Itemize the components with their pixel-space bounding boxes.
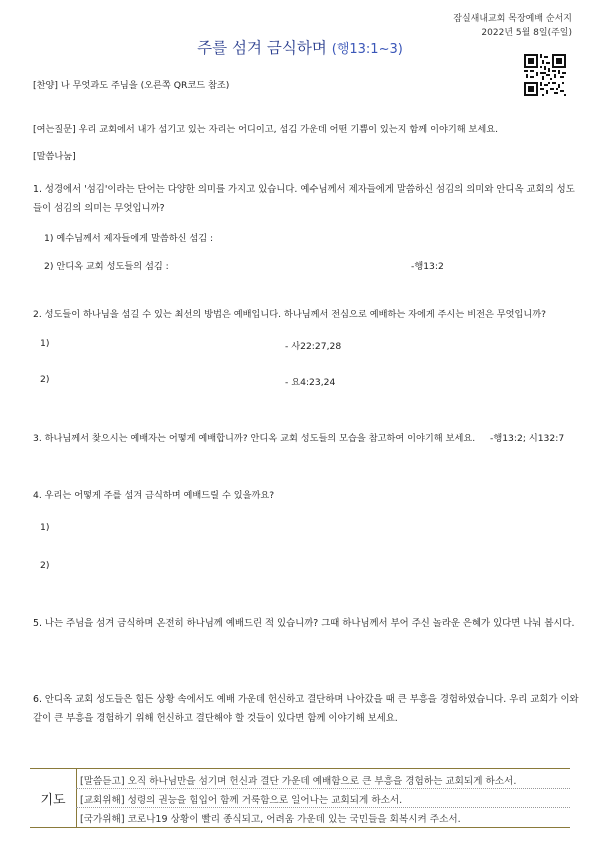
question-1-item-2: 2) 안디옥 교회 성도들의 섬김 : <box>44 261 169 272</box>
question-3-reference: -행13:2; 시132:7 <box>490 433 565 444</box>
title-main: 주를 섬겨 금식하며 <box>197 39 327 57</box>
prayer-divider <box>76 807 570 808</box>
prayer-box <box>30 768 570 828</box>
sharing-heading: [말씀나눔] <box>33 151 76 162</box>
question-1: 1. 성경에서 '섬김'이라는 단어는 다양한 의미를 가지고 있습니다. 예수님께서 제자들에게 말씀하신 섬김의 의미와 안디옥 교회의 성도들이 섬김의 의미는 무엇입니까? <box>33 184 575 214</box>
organization-name: 잠실새내교회 목장예배 순서지 <box>453 14 572 24</box>
question-1-item-2-reference: -행13:2 <box>411 261 444 272</box>
prayer-line-church: [교회위해] 성령의 권능을 힘입어 함께 거룩함으로 일어나는 교회되게 하소서. <box>80 795 403 806</box>
opening-question: [여는질문] 우리 교회에서 내가 섬기고 있는 자리는 어디이고, 섬김 가운데 어떤 기쁨이 있는지 함께 이야기해 보세요. <box>33 124 499 135</box>
question-2-item-2-reference: - 요4:23,24 <box>285 377 336 388</box>
prayer-label: 기도 <box>30 769 77 827</box>
question-6: 6. 안디옥 교회 성도들은 힘든 상황 속에서도 예배 가운데 헌신하고 결단하며 나아갔을 때 큰 부흥을 경험하였습니다. 우리 교회가 이와 같이 큰 부흥을 경험하기 위해 헌신하고 결단해야 할 것들이 있다면 함께 이야기해 보세요. <box>33 694 579 724</box>
question-2-item-1-reference: - 사22:27,28 <box>285 341 342 352</box>
qr-code-icon[interactable] <box>524 54 566 96</box>
question-5: 5. 나는 주님을 섬겨 금식하며 온전히 하나님께 예배드린 적 있습니까? 그때 하나님께서 부어 주신 놀라운 은혜가 있다면 나눠 봅시다. <box>33 618 575 629</box>
question-3: 3. 하나님께서 찾으시는 예배자는 어떻게 예배합니까? 안디옥 교회 성도들의 모습을 참고하여 이야기해 보세요. <box>33 433 476 444</box>
page-title <box>0 36 600 58</box>
service-date: 2022년 5월 8일(주일) <box>481 28 572 38</box>
prayer-divider <box>76 788 570 789</box>
question-4: 4. 우리는 어떻게 주를 섬겨 금식하며 예배드릴 수 있을까요? <box>33 490 275 501</box>
hymn-line: [찬양] 나 무엇과도 주님을 (오른쪽 QR코드 참조) <box>33 80 230 91</box>
question-2-item-2: 2) <box>40 374 50 385</box>
prayer-line-nation: [국가위해] 코로나19 상황이 빨리 종식되고, 어려움 가운데 있는 국민들을 회복시켜 주소서. <box>80 814 461 825</box>
question-2: 2. 성도들이 하나님을 섬길 수 있는 최선의 방법은 예배입니다. 하나님께서 전심으로 예배하는 자에게 주시는 비전은 무엇입니까? <box>33 309 546 320</box>
question-1-item-1: 1) 예수님께서 제자들에게 말씀하신 섬김 : <box>44 233 214 244</box>
title-reference: (행13:1~3) <box>331 42 403 57</box>
question-4-item-2: 2) <box>40 560 50 571</box>
prayer-line-sermon: [말씀듣고] 오직 하나님만을 섬기며 헌신과 결단 가운데 예배함으로 큰 부흥을 경험하는 교회되게 하소서. <box>80 776 517 787</box>
question-2-item-1: 1) <box>40 338 50 349</box>
question-4-item-1: 1) <box>40 522 50 533</box>
